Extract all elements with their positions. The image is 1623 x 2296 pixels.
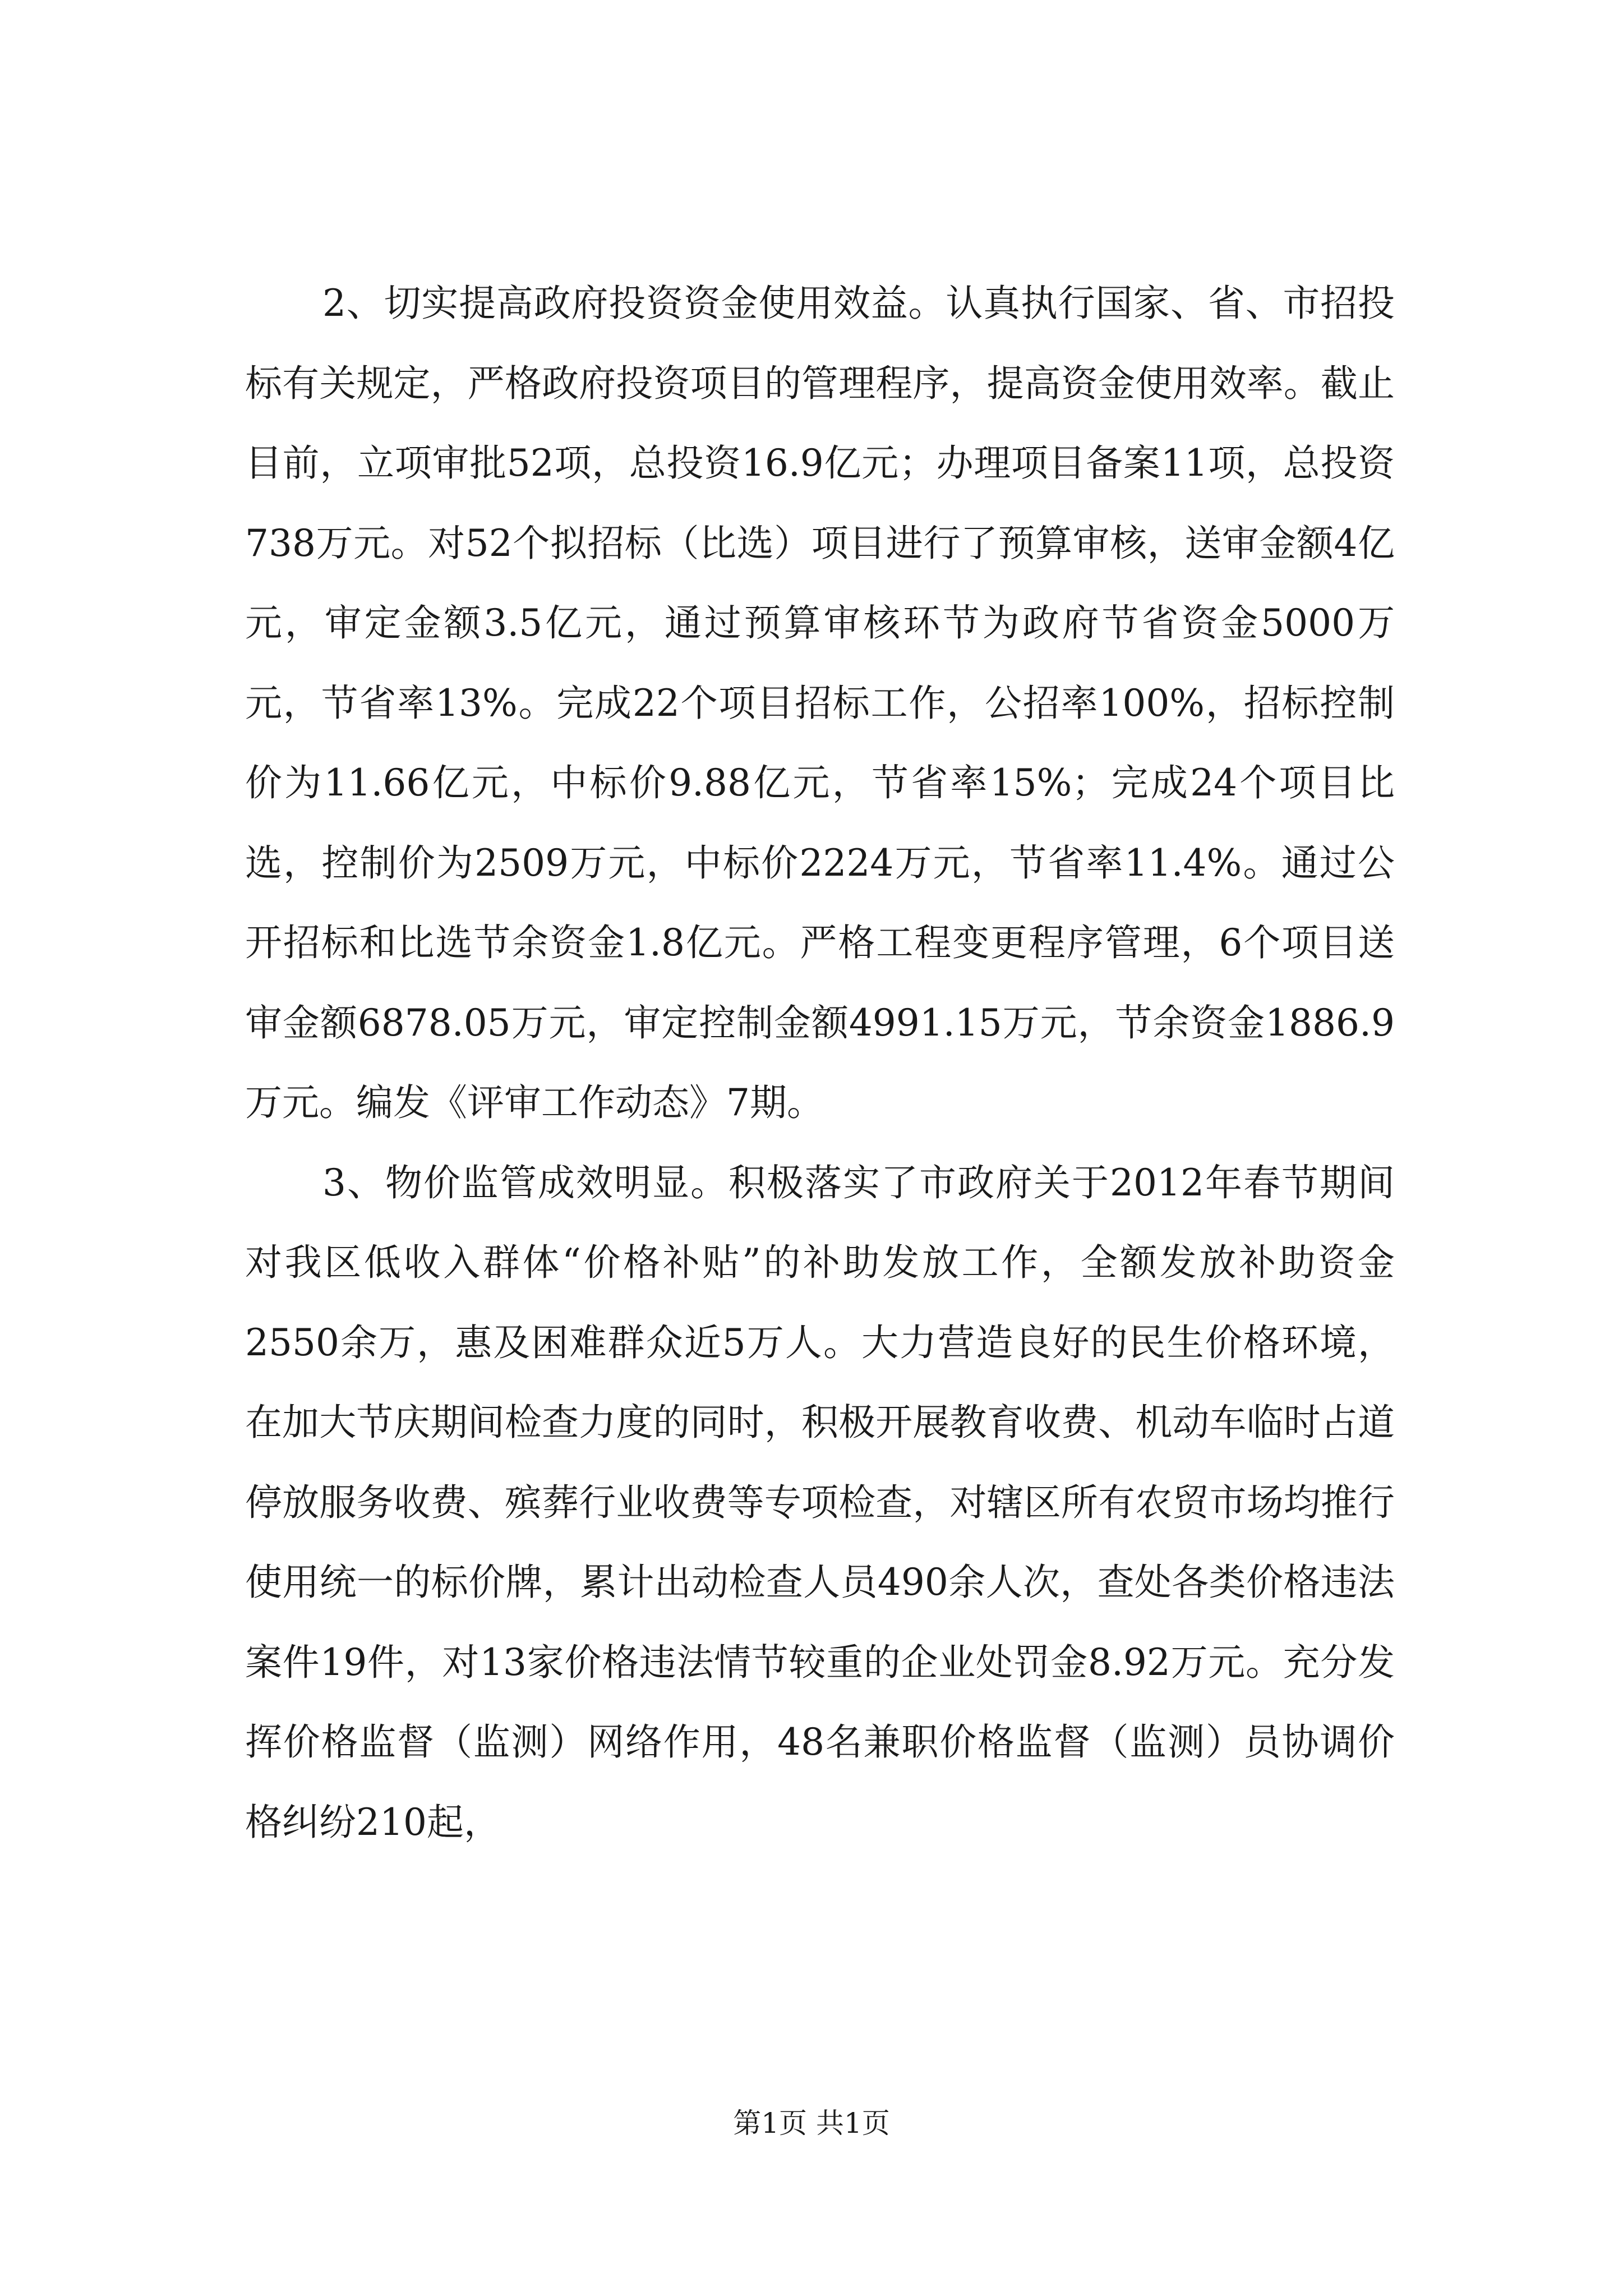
paragraph-investment-funds: 2、切实提高政府投资资金使用效益。认真执行国家、省、市招投标有关规定，严格政府投资项目的管理程序，提高资金使用效率。截止目前，立项审批52项，总投资16.9亿元；办理项目备案11项，总投资738万元。对52个拟招标（比选）项目进行了预算审核，送审金额4亿元，审定金额3.5亿元，通过预算审核环节为政府节省资金5000万元，节省率13%。完成22个项目招标工作，公招率100%，招标控制价为11.66亿元，中标价9.88亿元，节省率15%；完成24个项目比选，控制价为2509万元，中标价2224万元，节省率11.4%。通过公开招标和比选节余资金1.8亿元。严格工程变更程序管理，6个项目送审金额6878.05万元，审定控制金额4991.15万元，节余资金1886.9万元。编发《评审工作动态》7期。 [245,282,1395,1124]
page-footer: 第1页 共1页 [733,2107,890,2139]
document-body [245,264,1395,1862]
paragraph-price-supervision: 3、物价监管成效明显。积极落实了市政府关于2012年春节期间对我区低收入群体“价格补贴”的补助发放工作，全额发放补助资金2550余万，惠及困难群众近5万人。大力营造良好的民生价格环境，在加大节庆期间检查力度的同时，积极开展教育收费、机动车临时占道停放服务收费、殡葬行业收费等专项检查，对辖区所有农贸市场均推行使用统一的标价牌，累计出动检查人员490余人次，查处各类价格违法案件19件，对13家价格违法情节较重的企业处罚金8.92万元。充分发挥价格监督（监测）网络作用，48名兼职价格监督（监测）员协调价格纠纷210起， [245,1161,1395,1844]
